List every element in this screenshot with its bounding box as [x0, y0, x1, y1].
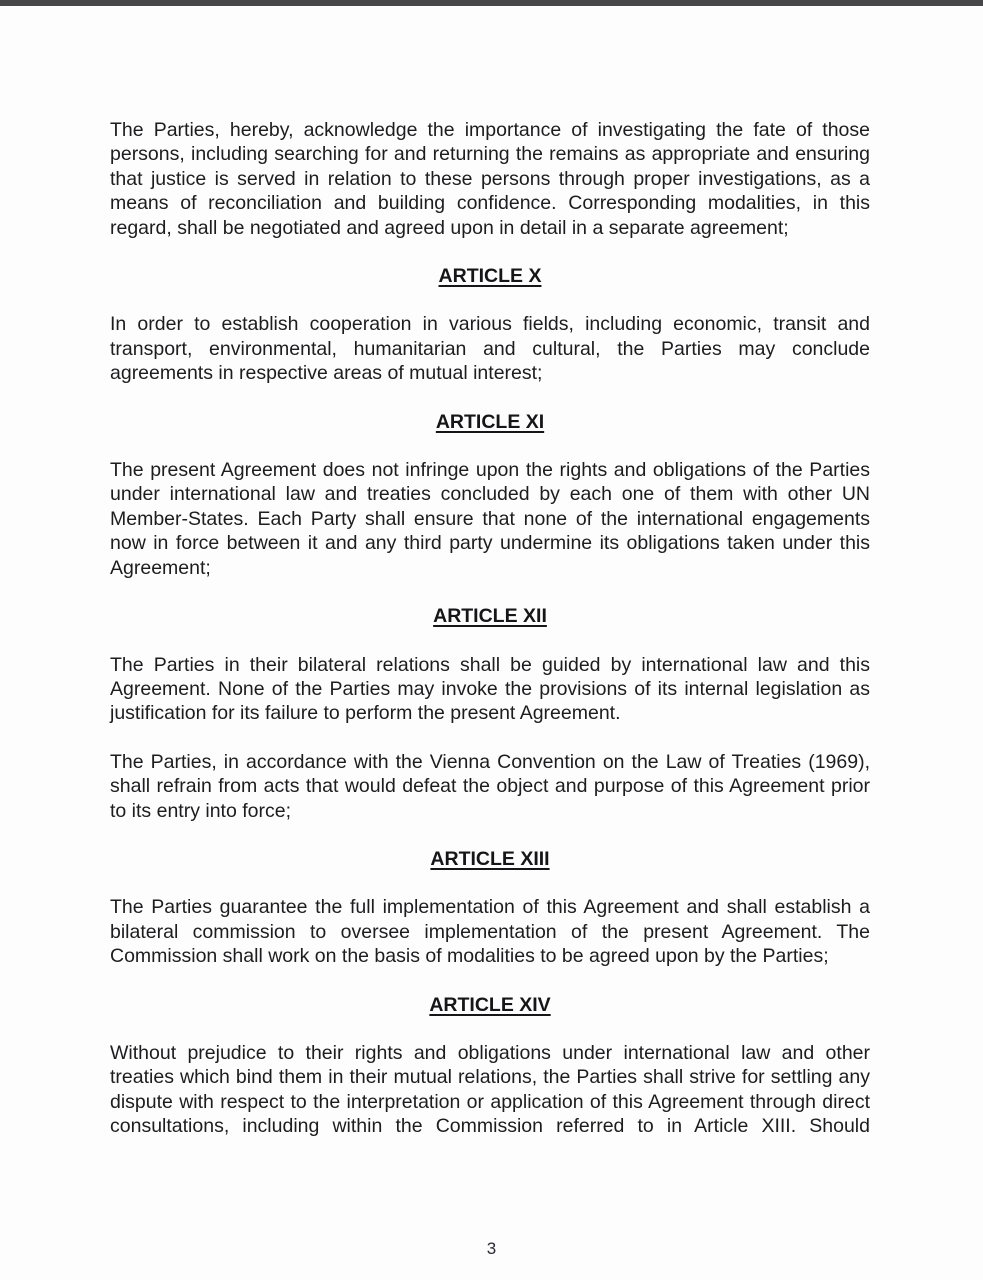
page-number: 3 [486, 1239, 497, 1258]
body-paragraph: The Parties guarantee the full implementation of this Agreement and shall establish a bilateral commission to oversee implementation of the present Agreement. The Commission shall work on the basis of modalities to be agreed upon by the Parties; [110, 896, 870, 968]
article-heading-text: ARTICLE XIII [430, 847, 550, 870]
article-heading-text: ARTICLE XI [435, 410, 545, 433]
article-heading [110, 410, 870, 434]
article-heading [110, 604, 870, 628]
body-paragraph: The Parties in their bilateral relations shall be guided by international law and this Agreement. None of the Parties may invoke the provisions of its internal legislation as justification for its failure to perform the present Agreement. [110, 653, 870, 725]
article-heading-text: ARTICLE X [438, 265, 542, 288]
body-paragraph: The Parties, in accordance with the Vienna Convention on the Law of Treaties (1969), shall refrain from acts that would defeat the object and purpose of this Agreement prior to its entry into force; [110, 750, 870, 822]
body-paragraph: The Parties, hereby, acknowledge the importance of investigating the fate of those persons, including searching for and returning the remains as appropriate and ensuring that justice is served in relation to these persons through proper investigations, as a means of reconciliation and building confidence. Corresponding modalities, in this regard, shall be negotiated and agreed upon in detail in a separate agreement; [110, 119, 870, 239]
article-heading-text: ARTICLE XIV [429, 993, 551, 1016]
article-heading [110, 847, 870, 871]
scan-top-edge-bar [0, 0, 983, 6]
article-heading [110, 993, 870, 1017]
article-heading [110, 264, 870, 288]
body-paragraph: The present Agreement does not infringe upon the rights and obligations of the Parties under international law and treaties concluded by each one of them with other UN Member-States. Each Party shall ensure that none of the international engagements now in force between it and any third party undermine its obligations taken under this Agreement; [110, 459, 870, 579]
body-paragraph: In order to establish cooperation in various fields, including economic, transit and transport, environmental, humanitarian and cultural, the Parties may conclude agreements in respective areas of mutual interest; [110, 313, 870, 385]
body-paragraph: Without prejudice to their rights and obligations under international law and other treaties which bind them in their mutual relations, the Parties shall strive for settling any dispute with respect to the interpretation or application of this Agreement through direct consultations, including within the Commission referred to in Article XIII. Should [110, 1041, 870, 1138]
article-heading-text: ARTICLE XII [433, 605, 547, 628]
document-content [110, 118, 870, 1163]
